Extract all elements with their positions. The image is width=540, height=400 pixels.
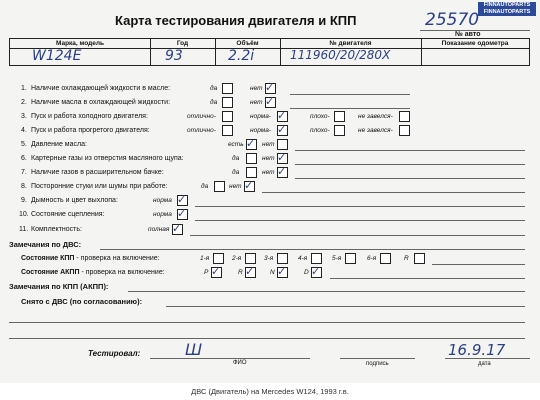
checkbox[interactable] <box>222 111 233 122</box>
item-label: Состояние сцепления: <box>31 211 105 218</box>
opt-label: нет <box>262 169 275 176</box>
opt-label: норма <box>153 211 172 218</box>
val-engine-number: 111960/20/280X <box>290 48 391 62</box>
item-num: 4. <box>21 127 27 134</box>
gear-label: 3-я <box>264 255 274 262</box>
remarks-engine-label: Замечания по ДВС: <box>9 240 82 249</box>
opt-label: норма- <box>250 113 271 120</box>
item-num: 6. <box>21 155 27 162</box>
item-label: Пуск и работа прогретого двигателя: <box>31 127 150 134</box>
opt-label: да <box>210 85 218 92</box>
gear-label: 4-я <box>298 255 308 262</box>
opt-label: нет <box>229 183 242 190</box>
col-volume: Объём <box>236 40 259 47</box>
gear-label: D <box>304 269 309 276</box>
gear-label: N <box>270 269 275 276</box>
fio-label: ФИО <box>233 360 247 366</box>
check-mark-icon: ✓ <box>277 165 287 178</box>
item-label: Наличие газов в расширительном бачке: <box>31 169 164 176</box>
signature-label: подпись <box>366 361 389 367</box>
check-mark-icon: ✓ <box>277 123 287 136</box>
checkbox[interactable] <box>277 139 288 150</box>
gear-label: R <box>404 255 409 262</box>
checkbox[interactable] <box>246 153 257 164</box>
opt-label: плохо- <box>310 113 330 120</box>
gear-label: R <box>238 269 243 276</box>
opt-label: нет <box>250 99 263 106</box>
item-label: Давление масла: <box>31 141 87 148</box>
opt-label: да <box>232 155 240 162</box>
opt-label: норма <box>153 197 172 204</box>
gear-label: 6-я <box>367 255 377 262</box>
opt-label: да <box>201 183 209 190</box>
check-mark-icon: ✓ <box>246 137 256 150</box>
kpp-label: Состояние КПП - проверка на включение: <box>21 255 160 262</box>
date-value: 16.9.17 <box>448 341 506 359</box>
item-label: Комплектность: <box>31 226 82 233</box>
checkbox[interactable] <box>222 97 233 108</box>
checkbox[interactable] <box>214 181 225 192</box>
col-engine-number: № двигателя <box>329 40 372 47</box>
item-label: Пуск и работа холодного двигателя: <box>31 113 148 120</box>
opt-label: есть <box>228 141 244 148</box>
auto-number-label: № авто <box>455 31 481 38</box>
col-make-model: Марка, модель <box>55 40 105 47</box>
item-label: Посторонние стуки или шумы при работе: <box>31 183 168 190</box>
opt-label: отлично- <box>187 113 216 120</box>
checkbox[interactable] <box>222 125 233 136</box>
checkbox[interactable] <box>222 83 233 94</box>
check-mark-icon: ✓ <box>277 109 287 122</box>
gear-label: 5-я <box>332 255 342 262</box>
date-label: дата <box>478 361 491 367</box>
checkbox[interactable] <box>334 125 345 136</box>
val-make-model: W124E <box>32 48 82 64</box>
col-year: Год <box>176 40 189 47</box>
checkbox[interactable] <box>399 125 410 136</box>
gear-label: P <box>204 269 209 276</box>
item-label: Дымность и цвет выхлопа: <box>31 197 118 204</box>
removed-label: Снято с ДВС (по согласованию): <box>21 297 143 306</box>
check-mark-icon: ✓ <box>177 193 187 206</box>
item-num: 3. <box>21 113 27 120</box>
item-label: Картерные газы из отверстия масляного щупа: <box>31 155 184 162</box>
gear-checkbox[interactable] <box>311 253 322 264</box>
form-title: Карта тестирования двигателя и КПП <box>115 13 357 28</box>
item-num: 11. <box>19 226 29 233</box>
item-label: Наличие охлаждающей жидкости в масле: <box>31 85 171 92</box>
image-caption: ДВС (Двигатель) на Mercedes W124, 1993 г.в. <box>191 387 349 396</box>
check-mark-icon: ✓ <box>311 265 321 278</box>
item-num: 1. <box>21 85 27 92</box>
opt-label: отлично- <box>187 127 216 134</box>
check-mark-icon: ✓ <box>265 95 275 108</box>
auto-number-value: 25570 <box>425 10 480 30</box>
item-num: 2. <box>21 99 27 106</box>
check-mark-icon: ✓ <box>244 179 254 192</box>
gear-label: 1-я <box>200 255 210 262</box>
gear-checkbox[interactable] <box>213 253 224 264</box>
checkbox[interactable] <box>246 167 257 178</box>
check-mark-icon: ✓ <box>211 265 221 278</box>
gear-checkbox[interactable] <box>380 253 391 264</box>
item-num: 7. <box>21 169 27 176</box>
opt-label: да <box>232 169 240 176</box>
col-odometer: Показание одометра <box>441 40 509 47</box>
checkbox[interactable] <box>399 111 410 122</box>
akpp-label: Состояние АКПП - проверка на включение: <box>21 269 165 276</box>
remarks-gearbox-label: Замечания по КПП (АКПП): <box>9 282 109 291</box>
item-num: 8. <box>21 183 27 190</box>
check-mark-icon: ✓ <box>245 265 255 278</box>
gear-checkbox[interactable] <box>414 253 425 264</box>
tested-label: Тестировал: <box>88 349 141 358</box>
watermark: FINNAUTOPARTS FINNAUTOPARTS <box>478 2 536 16</box>
opt-label: нет <box>250 85 263 92</box>
opt-label: не завелся- <box>358 113 393 120</box>
gear-label: 2-я <box>232 255 242 262</box>
opt-label: норма- <box>250 127 271 134</box>
val-year: 93 <box>165 48 183 64</box>
opt-label: не завелся- <box>358 127 393 134</box>
gear-checkbox[interactable] <box>345 253 356 264</box>
opt-label: плохо- <box>310 127 330 134</box>
item-label: Наличие масла в охлаждающей жидкости: <box>31 99 171 106</box>
item-num: 5. <box>21 141 27 148</box>
opt-label: да <box>210 99 218 106</box>
tester-handwriting: Ш <box>185 340 203 359</box>
gear-checkbox[interactable] <box>277 253 288 264</box>
gear-checkbox[interactable] <box>245 253 256 264</box>
check-mark-icon: ✓ <box>265 81 275 94</box>
item-num: 9. <box>21 197 27 204</box>
val-volume: 2.2i <box>228 48 255 64</box>
item-num: 10. <box>19 211 29 218</box>
opt-label: нет <box>262 155 275 162</box>
opt-label: полная <box>148 226 170 233</box>
header-table <box>9 38 530 66</box>
check-mark-icon: ✓ <box>177 207 187 220</box>
check-mark-icon: ✓ <box>277 265 287 278</box>
check-mark-icon: ✓ <box>277 151 287 164</box>
checkbox[interactable] <box>334 111 345 122</box>
check-mark-icon: ✓ <box>172 222 182 235</box>
opt-label: нет <box>262 141 275 148</box>
